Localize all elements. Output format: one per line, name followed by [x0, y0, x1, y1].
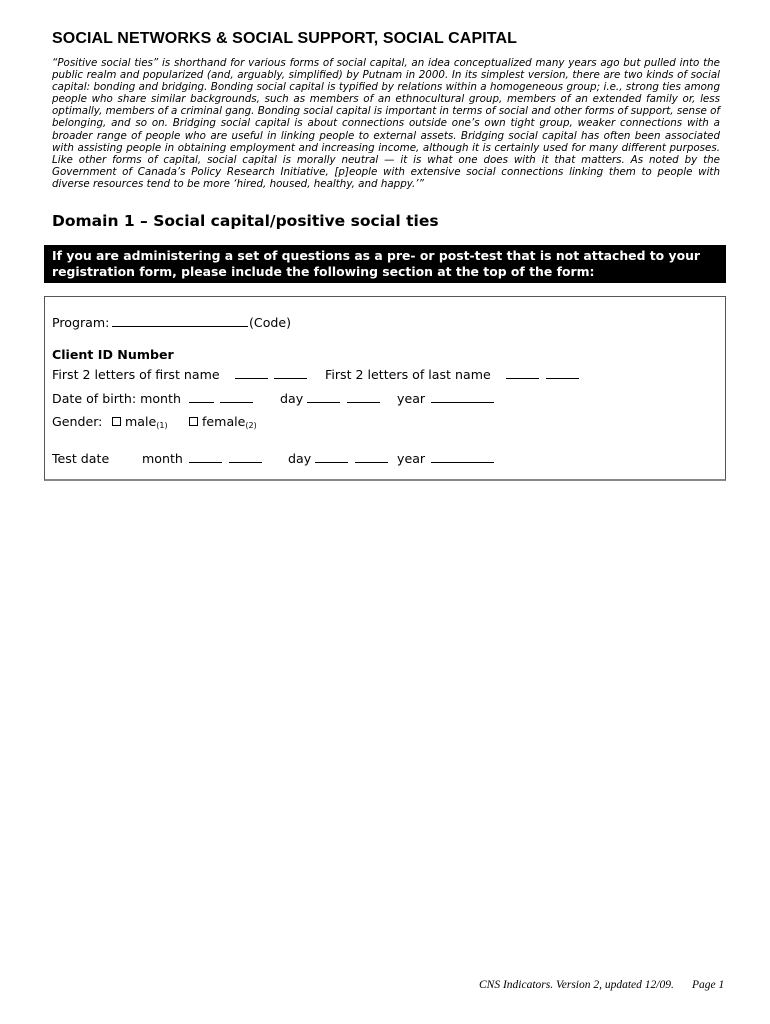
- banner-line-1: If you are administering a set of questions as a pre- or post-test that is not attached to your: [52, 248, 701, 263]
- instruction-banner: [44, 245, 726, 283]
- gender-male-option[interactable]: [112, 414, 168, 430]
- first-name-letter-1-field[interactable]: [235, 367, 268, 382]
- test-year-label: year: [397, 451, 426, 466]
- female-checkbox[interactable]: [189, 417, 198, 426]
- test-year-field[interactable]: [431, 451, 494, 466]
- client-id-form: [44, 296, 726, 481]
- last-name-letter-1-field[interactable]: [506, 367, 539, 382]
- dob-day-digit-2-field[interactable]: [347, 391, 380, 406]
- dob-month-digit-2-field[interactable]: [220, 391, 253, 406]
- dob-day-digit-1-field[interactable]: [307, 391, 340, 406]
- test-month-label: month: [142, 451, 183, 466]
- test-day-digit-1-field[interactable]: [315, 451, 348, 466]
- banner-line-2: registration form, please include the following section at the top of the form:: [52, 264, 595, 279]
- test-date-label: Test date: [52, 451, 110, 466]
- test-day-digit-2-field[interactable]: [355, 451, 388, 466]
- domain-heading: Domain 1 – Social capital/positive social ties: [52, 212, 439, 230]
- test-month-digit-2-field[interactable]: [229, 451, 262, 466]
- male-label: male: [125, 414, 157, 429]
- page-title: SOCIAL NETWORKS & SOCIAL SUPPORT, SOCIAL CAPITAL: [52, 30, 517, 47]
- dob-month-digit-1-field[interactable]: [189, 391, 214, 406]
- gender-female-option[interactable]: [189, 414, 257, 430]
- dob-year-field[interactable]: [431, 391, 494, 406]
- male-code: (1): [156, 421, 168, 430]
- female-code: (2): [245, 421, 257, 430]
- intro-paragraph: “Positive social ties” is shorthand for various forms of social capital, an idea conceptualized many years ago but pulled into the public realm and popularized (and, arguably, simplified) by Putnam in 2000. In its simplest version, there are two kinds of social capital: bonding and bridging. Bonding social capital is typified by relations within a homogeneous group; i.e., strong ties among people who share similar backgrounds, such as members of an ethnocultural group, members of an extended family or, less optimally, members of a criminal gang. Bonding social capital is important in terms of social and other forms of support, sense of belonging, and so on. Bridging social capital is about connections outside one’s own tight group, weaker connections with a broader range of people who are useful in linking people to external assets. Bridging social capital has often been associated with assisting people in obtaining employment and increasing income, although it is certainly used for many different purposes. Like other forms of capital, social capital is morally neutral — it is what one does with it that matters. As noted by the Government of Canada’s Policy Research Initiative, [p]eople with extensive social connections linking them to people with diverse resources tend to be more ‘hired, housed, healthy, and happy.’”: [52, 57, 720, 190]
- first-name-letter-2-field[interactable]: [274, 367, 307, 382]
- footer-page-number: Page 1: [692, 979, 725, 991]
- gender-label: Gender:: [52, 414, 103, 429]
- dob-month-label: Date of birth: month: [52, 391, 181, 406]
- footer-version: CNS Indicators. Version 2, updated 12/09.: [479, 979, 674, 991]
- program-label: Program:: [52, 315, 110, 330]
- male-checkbox[interactable]: [112, 417, 121, 426]
- client-id-heading-text: Client ID Number: [52, 347, 174, 362]
- test-month-digit-1-field[interactable]: [189, 451, 222, 466]
- dob-year-label: year: [397, 391, 426, 406]
- program-code-label: (Code): [249, 315, 292, 330]
- test-day-label: day: [288, 451, 312, 466]
- dob-day-label: day: [280, 391, 304, 406]
- female-label: female: [202, 414, 246, 429]
- last-name-letter-2-field[interactable]: [546, 367, 579, 382]
- first-name-label: First 2 letters of first name: [52, 367, 220, 382]
- last-name-label: First 2 letters of last name: [325, 367, 491, 382]
- program-field[interactable]: [112, 315, 248, 330]
